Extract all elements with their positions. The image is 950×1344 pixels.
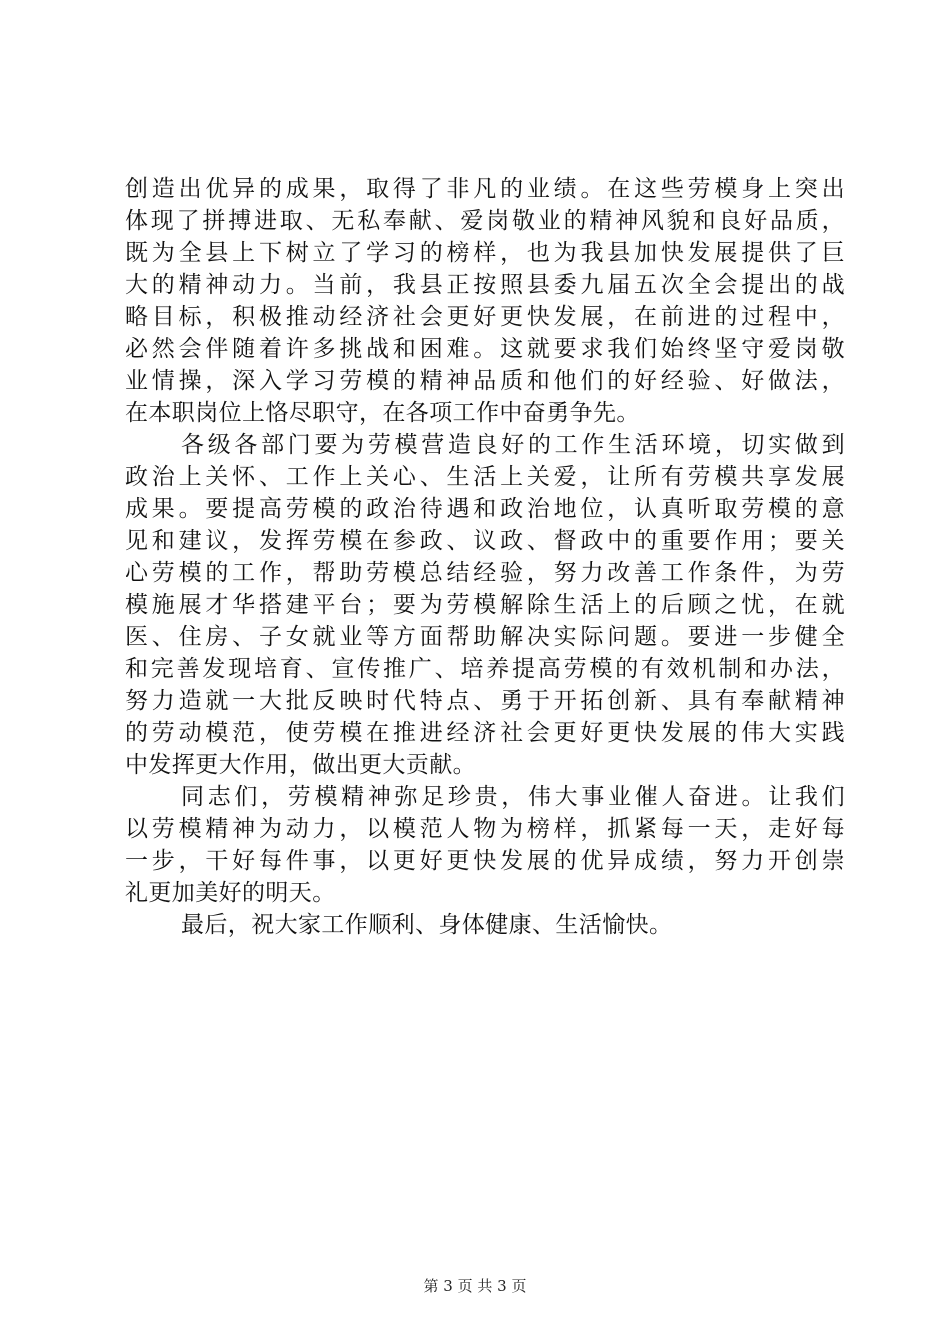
text-line: 以劳模精神为动力，以模范人物为榜样，抓紧每一天，走好每 [125,816,845,842]
body-text [125,173,845,941]
text-line: 体现了拼搏进取、无私奉献、爱岗敬业的精神风貌和良好品质， [125,208,845,234]
text-line: 业情操，深入学习劳模的精神品质和他们的好经验、好做法， [125,368,845,394]
text-line: 医、住房、子女就业等方面帮助解决实际问题。要进一步健全 [125,624,845,650]
text-line: 略目标，积极推动经济社会更好更快发展，在前进的过程中， [125,304,845,330]
text-line: 见和建议，发挥劳模在参政、议政、督政中的重要作用；要关 [125,528,845,554]
paragraph [125,173,845,429]
text-line: 大的精神动力。当前，我县正按照县委九届五次全会提出的战 [125,272,845,298]
text-line: 成果。要提高劳模的政治待遇和政治地位，认真听取劳模的意 [125,496,845,522]
text-line: 心劳模的工作，帮助劳模总结经验，努力改善工作条件，为劳 [125,560,845,586]
text-line: 一步，干好每件事，以更好更快发展的优异成绩，努力开创崇 [125,848,845,874]
page-footer: 第 3 页 共 3 页 [423,1277,527,1295]
text-line: 各级各部门要为劳模营造良好的工作生活环境，切实做到 [181,432,845,458]
text-line: 政治上关怀、工作上关心、生活上关爱，让所有劳模共享发展 [125,464,845,490]
text-line: 礼更加美好的明天。 [125,880,336,906]
text-line: 努力造就一大批反映时代特点、勇于开拓创新、具有奉献精神 [125,688,845,714]
text-line: 同志们，劳模精神弥足珍贵，伟大事业催人奋进。让我们 [181,784,845,810]
text-line: 既为全县上下树立了学习的榜样，也为我县加快发展提供了巨 [125,240,845,266]
text-line: 必然会伴随着许多挑战和困难。这就要求我们始终坚守爱岗敬 [125,336,845,362]
text-line: 的劳动模范，使劳模在推进经济社会更好更快发展的伟大实践 [125,720,845,746]
paragraph [125,909,845,941]
text-line: 中发挥更大作用，做出更大贡献。 [125,752,476,778]
text-line: 模施展才华搭建平台；要为劳模解除生活上的后顾之忧，在就 [125,592,845,618]
text-line: 和完善发现培育、宣传推广、培养提高劳模的有效机制和办法， [125,656,845,682]
text-line: 最后，祝大家工作顺利、身体健康、生活愉快。 [181,912,673,938]
text-line: 在本职岗位上恪尽职守，在各项工作中奋勇争先。 [125,400,640,426]
paragraph [125,429,845,781]
text-line: 创造出优异的成果，取得了非凡的业绩。在这些劳模身上突出 [125,176,845,202]
paragraph [125,781,845,909]
